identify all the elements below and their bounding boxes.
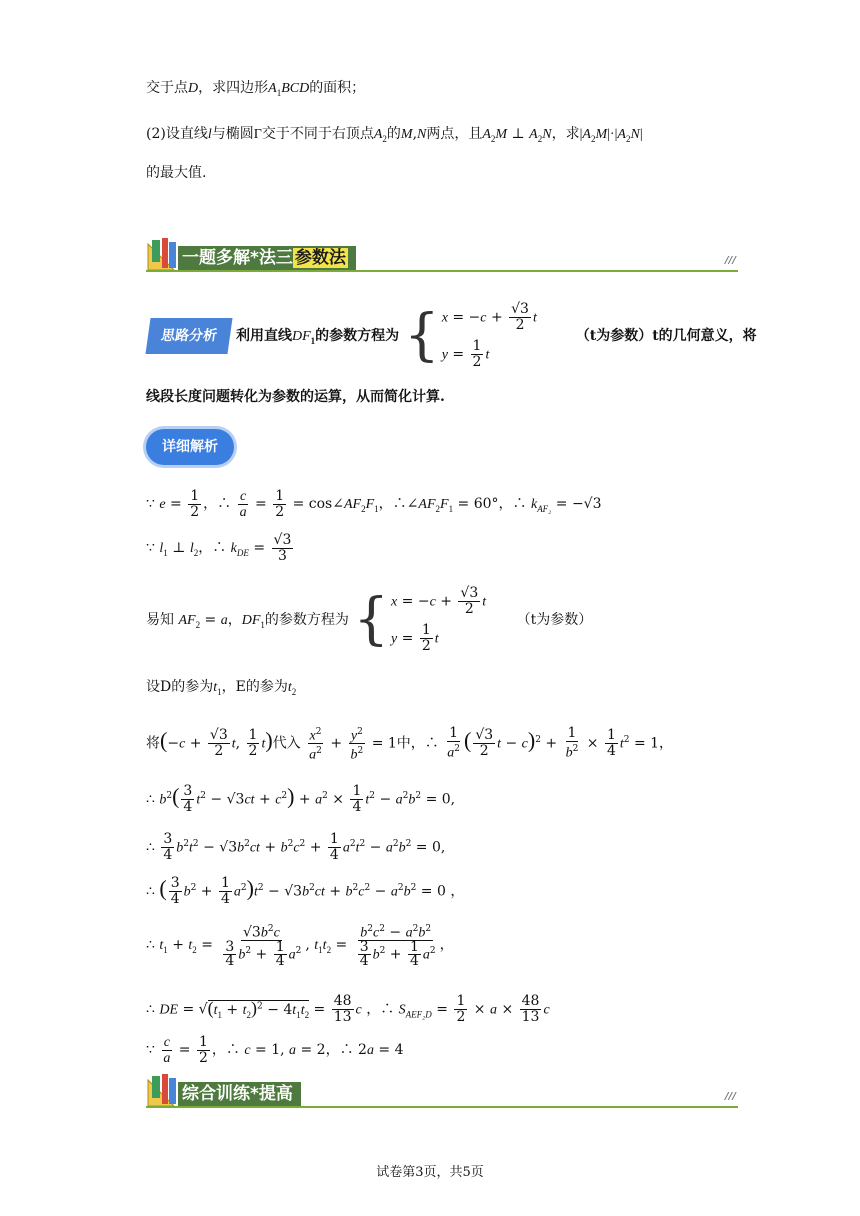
solution-line-11: ∵ $\frac{c}{a}$ = $\frac{1}{2}$ ，∴ c = 1, a = 2，∴ 2a = 4: [146, 1033, 404, 1066]
section-banner-practice: [146, 1072, 738, 1108]
intro-line-2: (2)设直线l与椭圆Γ交于不同于右顶点$A_2$的M,N两点，且$A_2M$ ⊥ $A_2N$，求$|A_2M|\cdot|A_2N|$: [146, 126, 643, 144]
param-system-2: { x = −c + $\frac{√3}{2}$ t y = $\frac{1}{2}$ t: [353, 585, 487, 654]
analysis-line-2: 线段长度问题转化为参数的运算，从而简化计算.: [146, 389, 445, 405]
intro-line-1: 交于点D，求四边形$A_1BCD$的面积；: [146, 80, 366, 98]
section-rule: [146, 270, 738, 272]
section-title: 一题多解*法三 参数法: [178, 246, 356, 270]
intro-line-3: 的最大值.: [146, 165, 207, 181]
section-title-highlight: 参数法: [294, 248, 346, 268]
solution-line-4: 设D的参为$t_1$，E的参为$t_2$: [146, 679, 297, 697]
solution-line-1: ∵ e = $\frac{1}{2}$ ，∴ $\frac{c}{a}$ = $\frac{1}{2}$ = $\cos\angle AF_2F_1$，$\therefore\angle AF_2F_1 = 60^\circ$，∴ $k_{AF_2} = -√3$: [146, 487, 602, 520]
solution-line-7: ∴ $\frac{3}{4}$ $b^2t^2 - √3b^2ct + b^2c^2$ + $\frac{1}{4}$ $a^2t^2 - a^2b^2 = 0$,: [146, 831, 446, 864]
section-marks: ///: [725, 255, 736, 266]
param-system-1: { x = −c + $\frac{√3}{2}$ t y = $\frac{1}{2}$ t: [404, 301, 537, 370]
section-title: 综合训练*提高: [178, 1082, 301, 1106]
ruler-pencil-icon: [146, 1072, 180, 1108]
ruler-pencil-icon: [146, 236, 180, 272]
solution-line-9: ∴ $t_1 + t_2$ = $√3b^2c$ $\frac{3}{4}$ $b^2$ + $\frac{1}{4}$ $a^2$ , $t_1t_2$ = $b^2c^2 - a^2b^2$ $\frac{3}{4}$ $b^2$ + $\frac{1}{4}$ $a^2$ ，: [146, 923, 454, 970]
solution-line-8: ∴ ( $\frac{3}{4}$ $b^2$ + $\frac{1}{4}$ $a^2)t^2 - √3b^2ct + b^2c^2 - a^2b^2 = 0$ ，: [146, 875, 465, 908]
section-marks: ///: [725, 1091, 736, 1102]
page-footer: 试卷第3页，共5页: [376, 1165, 484, 1180]
solution-line-2: ∵ $l_1$ ⊥ $l_2$，∴ $k_{DE}$ = $\frac{√3}{3}$: [146, 531, 292, 564]
section-rule: [146, 1106, 738, 1108]
analysis-tag: 思路分析: [145, 318, 232, 354]
analysis-line-1: 利用直线$DF_1$的参数方程为 { x = −c + $\frac{√3}{2}$ t y = $\frac{1}{2}$ t （t为参数）t的几何意义，将: [236, 301, 757, 370]
solution-line-6: ∴ $b^2$( $\frac{3}{4}$ $t^2 - √3ct + c^2) + a^2$ × $\frac{1}{4}$ $t^2 - a^2b^2 = 0$,: [146, 783, 456, 816]
solution-line-5: 将(−c + $\frac{√3}{2}$ t, $\frac{1}{2}$ t)代入 $\frac{x^2}{a^2}$ + $\frac{y^2}{b^2}$ = 1中，∴ $\frac{1}{a^2}$ ( $\frac{√3}{2}$ t − c)$^2$ + $\frac{1}{b^2}$ × $\frac{1}{4}$ $t^2 = 1$，: [146, 725, 674, 763]
solution-line-10: ∴ DE = $√(t_1 + t_2)^2 - 4t_1t_2$ = $\frac{48}{13}$ c ，∴ $S_{AEF_2D}$ = $\frac{1}{2}$ × a × $\frac{48}{13}$ c: [146, 993, 550, 1026]
detail-tag: 详细解析: [146, 429, 234, 465]
section-banner-method3: [146, 236, 738, 272]
solution-line-3: 易知 $AF_2 = a$，$DF_1$的参数方程为 { x = −c + $\frac{√3}{2}$ t y = $\frac{1}{2}$ t （t为参数）: [146, 585, 593, 654]
